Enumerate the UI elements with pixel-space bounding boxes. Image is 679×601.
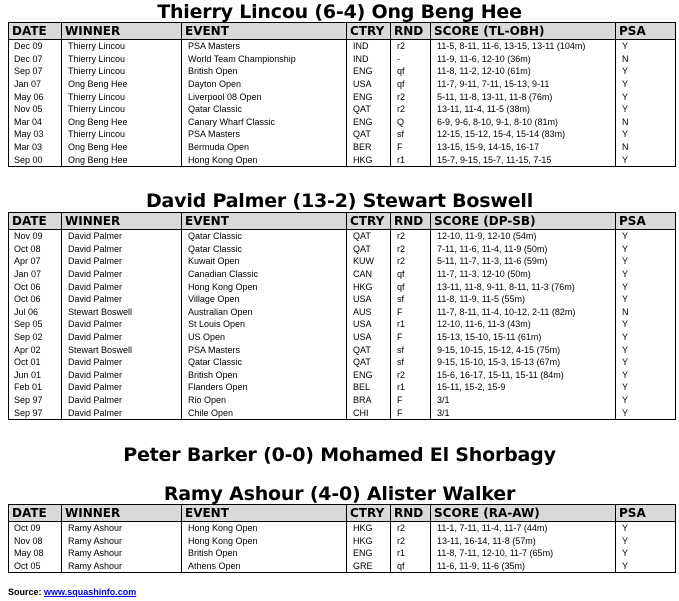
cell-psa: Y: [616, 78, 676, 91]
cell-date: Nov 08: [9, 535, 62, 548]
table-row: [9, 369, 676, 382]
cell-rnd: r2: [391, 103, 431, 116]
cell-psa: N: [616, 141, 676, 154]
cell-winner: Ramy Ashour: [62, 522, 182, 535]
table-row: [9, 78, 676, 91]
cell-event: PSA Masters: [182, 40, 347, 53]
cell-winner: David Palmer: [62, 268, 182, 281]
cell-date: May 06: [9, 90, 62, 103]
cell-ctry: ENG: [347, 90, 391, 103]
cell-date: Jan 07: [9, 268, 62, 281]
table-row: [9, 65, 676, 78]
cell-rnd: F: [391, 306, 431, 319]
column-header-event: EVENT: [182, 213, 347, 230]
column-header-psa: PSA: [616, 23, 676, 40]
cell-rnd: F: [391, 331, 431, 344]
cell-winner: Thierry Lincou: [62, 53, 182, 66]
column-header-rnd: RND: [391, 23, 431, 40]
cell-score: 11-8, 11-9, 11-5 (55m): [431, 293, 616, 306]
cell-date: Sep 97: [9, 394, 62, 407]
cell-event: Qatar Classic: [182, 230, 347, 243]
header-row: [9, 23, 676, 40]
cell-psa: Y: [616, 331, 676, 344]
cell-score: 13-11, 11-4, 11-5 (38m): [431, 103, 616, 116]
cell-winner: Thierry Lincou: [62, 128, 182, 141]
cell-score: 3/1: [431, 406, 616, 419]
cell-ctry: QAT: [347, 230, 391, 243]
cell-psa: Y: [616, 381, 676, 394]
cell-date: Nov 09: [9, 230, 62, 243]
cell-psa: Y: [616, 535, 676, 548]
cell-event: Canadian Classic: [182, 268, 347, 281]
cell-event: Chile Open: [182, 406, 347, 419]
cell-date: Oct 05: [9, 560, 62, 573]
cell-winner: David Palmer: [62, 230, 182, 243]
cell-score: 15-11, 15-2, 15-9: [431, 381, 616, 394]
cell-date: Sep 00: [9, 153, 62, 166]
cell-winner: David Palmer: [62, 394, 182, 407]
cell-date: Oct 08: [9, 243, 62, 256]
cell-psa: Y: [616, 394, 676, 407]
cell-ctry: CAN: [347, 268, 391, 281]
cell-winner: Ramy Ashour: [62, 547, 182, 560]
cell-winner: Ong Beng Hee: [62, 78, 182, 91]
cell-ctry: USA: [347, 331, 391, 344]
cell-psa: Y: [616, 65, 676, 78]
cell-event: Qatar Classic: [182, 243, 347, 256]
cell-ctry: AUS: [347, 306, 391, 319]
cell-ctry: HKG: [347, 280, 391, 293]
cell-event: Australian Open: [182, 306, 347, 319]
cell-rnd: Q: [391, 116, 431, 129]
cell-winner: David Palmer: [62, 255, 182, 268]
cell-rnd: r2: [391, 40, 431, 53]
cell-score: 12-10, 11-9, 12-10 (54m): [431, 230, 616, 243]
table-row: [9, 331, 676, 344]
cell-event: PSA Masters: [182, 343, 347, 356]
cell-ctry: QAT: [347, 103, 391, 116]
table-row: [9, 522, 676, 535]
cell-score: 7-11, 11-6, 11-4, 11-9 (50m): [431, 243, 616, 256]
cell-date: May 03: [9, 128, 62, 141]
cell-score: 15-6, 16-17, 15-11, 15-11 (84m): [431, 369, 616, 382]
cell-date: Oct 06: [9, 293, 62, 306]
cell-date: Nov 05: [9, 103, 62, 116]
column-header-ctry: CTRY: [347, 505, 391, 522]
table-row: [9, 343, 676, 356]
cell-date: Mar 03: [9, 141, 62, 154]
cell-event: Flanders Open: [182, 381, 347, 394]
table-row: [9, 230, 676, 243]
cell-date: Jul 06: [9, 306, 62, 319]
cell-event: Qatar Classic: [182, 356, 347, 369]
cell-winner: Thierry Lincou: [62, 90, 182, 103]
cell-rnd: r1: [391, 318, 431, 331]
cell-winner: David Palmer: [62, 356, 182, 369]
cell-psa: Y: [616, 243, 676, 256]
table-palmer-boswell: [8, 212, 676, 420]
table-ashour-walker: [8, 504, 676, 573]
cell-score: 3/1: [431, 394, 616, 407]
cell-date: Sep 02: [9, 331, 62, 344]
cell-date: Jun 01: [9, 369, 62, 382]
cell-winner: Ramy Ashour: [62, 535, 182, 548]
cell-event: Dayton Open: [182, 78, 347, 91]
table-row: [9, 356, 676, 369]
cell-score: 12-15, 15-12, 15-4, 15-14 (83m): [431, 128, 616, 141]
cell-rnd: r2: [391, 243, 431, 256]
cell-rnd: r2: [391, 535, 431, 548]
cell-rnd: sf: [391, 356, 431, 369]
cell-event: PSA Masters: [182, 128, 347, 141]
column-header-psa: PSA: [616, 213, 676, 230]
table-lincou-ong: [8, 22, 676, 167]
column-header-score: SCORE (RA-AW): [431, 505, 616, 522]
cell-rnd: qf: [391, 268, 431, 281]
cell-rnd: F: [391, 141, 431, 154]
cell-psa: Y: [616, 280, 676, 293]
cell-event: Bermuda Open: [182, 141, 347, 154]
cell-score: 5-11, 11-8, 13-11, 11-8 (76m): [431, 90, 616, 103]
table-row: [9, 53, 676, 66]
cell-score: 9-15, 15-10, 15-3, 15-13 (67m): [431, 356, 616, 369]
table-row: [9, 394, 676, 407]
cell-ctry: BER: [347, 141, 391, 154]
cell-psa: N: [616, 53, 676, 66]
cell-date: Apr 07: [9, 255, 62, 268]
column-header-date: DATE: [9, 213, 62, 230]
column-header-winner: WINNER: [62, 213, 182, 230]
cell-psa: Y: [616, 90, 676, 103]
cell-psa: Y: [616, 128, 676, 141]
cell-ctry: ENG: [347, 369, 391, 382]
cell-event: Hong Kong Open: [182, 522, 347, 535]
table-row: [9, 560, 676, 573]
cell-ctry: ENG: [347, 65, 391, 78]
table-row: [9, 535, 676, 548]
cell-score: 9-15, 10-15, 15-12, 4-15 (75m): [431, 343, 616, 356]
cell-ctry: QAT: [347, 128, 391, 141]
cell-ctry: GRE: [347, 560, 391, 573]
cell-winner: David Palmer: [62, 318, 182, 331]
cell-ctry: IND: [347, 53, 391, 66]
column-header-psa: PSA: [616, 505, 676, 522]
cell-rnd: qf: [391, 65, 431, 78]
cell-winner: David Palmer: [62, 243, 182, 256]
cell-winner: David Palmer: [62, 381, 182, 394]
table-row: [9, 153, 676, 166]
cell-event: Hong Kong Open: [182, 280, 347, 293]
cell-score: 15-13, 15-10, 15-11 (61m): [431, 331, 616, 344]
table-row: [9, 280, 676, 293]
cell-date: Feb 01: [9, 381, 62, 394]
cell-date: Jan 07: [9, 78, 62, 91]
table-row: [9, 306, 676, 319]
table-row: [9, 128, 676, 141]
cell-event: Hong Kong Open: [182, 535, 347, 548]
cell-psa: Y: [616, 103, 676, 116]
cell-ctry: CHI: [347, 406, 391, 419]
table-row: [9, 381, 676, 394]
title-ashour-walker: Ramy Ashour (4-0) Alister Walker: [163, 483, 516, 505]
cell-psa: Y: [616, 40, 676, 53]
header-row: [9, 505, 676, 522]
column-header-score: SCORE (DP-SB): [431, 213, 616, 230]
column-header-rnd: RND: [391, 213, 431, 230]
cell-winner: David Palmer: [62, 280, 182, 293]
cell-ctry: USA: [347, 293, 391, 306]
cell-event: British Open: [182, 547, 347, 560]
cell-event: Village Open: [182, 293, 347, 306]
cell-event: Rio Open: [182, 394, 347, 407]
cell-event: US Open: [182, 331, 347, 344]
cell-winner: David Palmer: [62, 293, 182, 306]
cell-psa: Y: [616, 560, 676, 573]
cell-score: 13-11, 16-14, 11-8 (57m): [431, 535, 616, 548]
source-link[interactable]: www.squashinfo.com: [44, 587, 137, 597]
cell-rnd: r2: [391, 90, 431, 103]
cell-score: 11-8, 11-2, 12-10 (61m): [431, 65, 616, 78]
cell-event: British Open: [182, 369, 347, 382]
cell-ctry: USA: [347, 318, 391, 331]
cell-ctry: ENG: [347, 116, 391, 129]
cell-rnd: F: [391, 394, 431, 407]
cell-event: Hong Kong Open: [182, 153, 347, 166]
cell-rnd: sf: [391, 293, 431, 306]
cell-psa: Y: [616, 343, 676, 356]
cell-score: 13-15, 15-9, 14-15, 16-17: [431, 141, 616, 154]
cell-event: World Team Championship: [182, 53, 347, 66]
cell-rnd: qf: [391, 280, 431, 293]
cell-rnd: r2: [391, 369, 431, 382]
cell-ctry: HKG: [347, 522, 391, 535]
table-row: [9, 243, 676, 256]
table-row: [9, 547, 676, 560]
cell-psa: Y: [616, 318, 676, 331]
cell-ctry: KUW: [347, 255, 391, 268]
cell-ctry: USA: [347, 78, 391, 91]
cell-score: 11-7, 8-11, 11-4, 10-12, 2-11 (82m): [431, 306, 616, 319]
cell-rnd: F: [391, 406, 431, 419]
cell-winner: Ong Beng Hee: [62, 141, 182, 154]
cell-date: May 08: [9, 547, 62, 560]
column-header-rnd: RND: [391, 505, 431, 522]
cell-psa: N: [616, 306, 676, 319]
cell-psa: Y: [616, 293, 676, 306]
cell-winner: Thierry Lincou: [62, 40, 182, 53]
cell-date: Oct 09: [9, 522, 62, 535]
table-row: [9, 318, 676, 331]
column-header-winner: WINNER: [62, 23, 182, 40]
cell-winner: Thierry Lincou: [62, 65, 182, 78]
table-row: [9, 40, 676, 53]
column-header-score: SCORE (TL-OBH): [431, 23, 616, 40]
cell-winner: David Palmer: [62, 331, 182, 344]
cell-psa: Y: [616, 356, 676, 369]
cell-ctry: ENG: [347, 547, 391, 560]
cell-score: 11-9, 11-6, 12-10 (36m): [431, 53, 616, 66]
cell-score: 11-5, 8-11, 11-6, 13-15, 13-11 (104m): [431, 40, 616, 53]
cell-date: Sep 97: [9, 406, 62, 419]
cell-score: 12-10, 11-6, 11-3 (43m): [431, 318, 616, 331]
title-barker-shorbagy: Peter Barker (0-0) Mohamed El Shorbagy: [123, 444, 556, 466]
cell-rnd: qf: [391, 78, 431, 91]
table-row: [9, 255, 676, 268]
cell-psa: Y: [616, 547, 676, 560]
cell-score: 13-11, 11-8, 9-11, 8-11, 11-3 (76m): [431, 280, 616, 293]
cell-date: Sep 05: [9, 318, 62, 331]
cell-date: Oct 01: [9, 356, 62, 369]
cell-date: Dec 09: [9, 40, 62, 53]
table-row: [9, 103, 676, 116]
cell-winner: David Palmer: [62, 369, 182, 382]
cell-psa: Y: [616, 255, 676, 268]
source-label: Source:: [8, 587, 42, 597]
cell-date: Sep 07: [9, 65, 62, 78]
cell-ctry: IND: [347, 40, 391, 53]
cell-date: Apr 02: [9, 343, 62, 356]
cell-winner: Ong Beng Hee: [62, 153, 182, 166]
cell-score: 6-9, 9-6, 8-10, 9-1, 8-10 (81m): [431, 116, 616, 129]
column-header-date: DATE: [9, 23, 62, 40]
cell-ctry: HKG: [347, 535, 391, 548]
cell-event: Qatar Classic: [182, 103, 347, 116]
cell-psa: N: [616, 116, 676, 129]
cell-rnd: r1: [391, 547, 431, 560]
title-palmer-boswell: David Palmer (13-2) Stewart Boswell: [145, 190, 534, 212]
cell-winner: Ramy Ashour: [62, 560, 182, 573]
table-row: [9, 90, 676, 103]
cell-psa: Y: [616, 268, 676, 281]
cell-rnd: r1: [391, 153, 431, 166]
header-row: [9, 213, 676, 230]
column-header-ctry: CTRY: [347, 23, 391, 40]
cell-event: Liverpool 08 Open: [182, 90, 347, 103]
cell-date: Oct 06: [9, 280, 62, 293]
cell-score: 11-7, 9-11, 7-11, 15-13, 9-11: [431, 78, 616, 91]
title-lincou-ong: Thierry Lincou (6-4) Ong Beng Hee: [157, 1, 522, 23]
cell-psa: Y: [616, 369, 676, 382]
cell-ctry: QAT: [347, 243, 391, 256]
cell-winner: David Palmer: [62, 406, 182, 419]
cell-rnd: sf: [391, 128, 431, 141]
cell-date: Mar 04: [9, 116, 62, 129]
cell-score: 5-11, 11-7, 11-3, 11-6 (59m): [431, 255, 616, 268]
table-row: [9, 141, 676, 154]
cell-winner: Thierry Lincou: [62, 103, 182, 116]
cell-rnd: -: [391, 53, 431, 66]
cell-event: Kuwait Open: [182, 255, 347, 268]
cell-event: Athens Open: [182, 560, 347, 573]
cell-ctry: BRA: [347, 394, 391, 407]
source-line: [8, 587, 136, 597]
cell-rnd: sf: [391, 343, 431, 356]
table-row: [9, 268, 676, 281]
cell-psa: Y: [616, 406, 676, 419]
cell-winner: Ong Beng Hee: [62, 116, 182, 129]
cell-score: 11-1, 7-11, 11-4, 11-7 (44m): [431, 522, 616, 535]
column-header-winner: WINNER: [62, 505, 182, 522]
table-row: [9, 406, 676, 419]
cell-ctry: HKG: [347, 153, 391, 166]
cell-date: Dec 07: [9, 53, 62, 66]
cell-event: British Open: [182, 65, 347, 78]
cell-ctry: BEL: [347, 381, 391, 394]
cell-event: Canary Wharf Classic: [182, 116, 347, 129]
cell-winner: Stewart Boswell: [62, 306, 182, 319]
cell-score: 11-7, 11-3, 12-10 (50m): [431, 268, 616, 281]
cell-ctry: QAT: [347, 356, 391, 369]
cell-rnd: qf: [391, 560, 431, 573]
cell-score: 15-7, 9-15, 15-7, 11-15, 7-15: [431, 153, 616, 166]
table-row: [9, 116, 676, 129]
column-header-event: EVENT: [182, 23, 347, 40]
column-header-event: EVENT: [182, 505, 347, 522]
cell-rnd: r2: [391, 230, 431, 243]
cell-psa: Y: [616, 153, 676, 166]
cell-winner: Stewart Boswell: [62, 343, 182, 356]
cell-ctry: QAT: [347, 343, 391, 356]
cell-rnd: r2: [391, 255, 431, 268]
cell-rnd: r1: [391, 381, 431, 394]
cell-score: 11-8, 7-11, 12-10, 11-7 (65m): [431, 547, 616, 560]
cell-rnd: r2: [391, 522, 431, 535]
column-header-ctry: CTRY: [347, 213, 391, 230]
table-row: [9, 293, 676, 306]
cell-event: St Louis Open: [182, 318, 347, 331]
column-header-date: DATE: [9, 505, 62, 522]
cell-psa: Y: [616, 230, 676, 243]
cell-psa: Y: [616, 522, 676, 535]
cell-score: 11-6, 11-9, 11-6 (35m): [431, 560, 616, 573]
